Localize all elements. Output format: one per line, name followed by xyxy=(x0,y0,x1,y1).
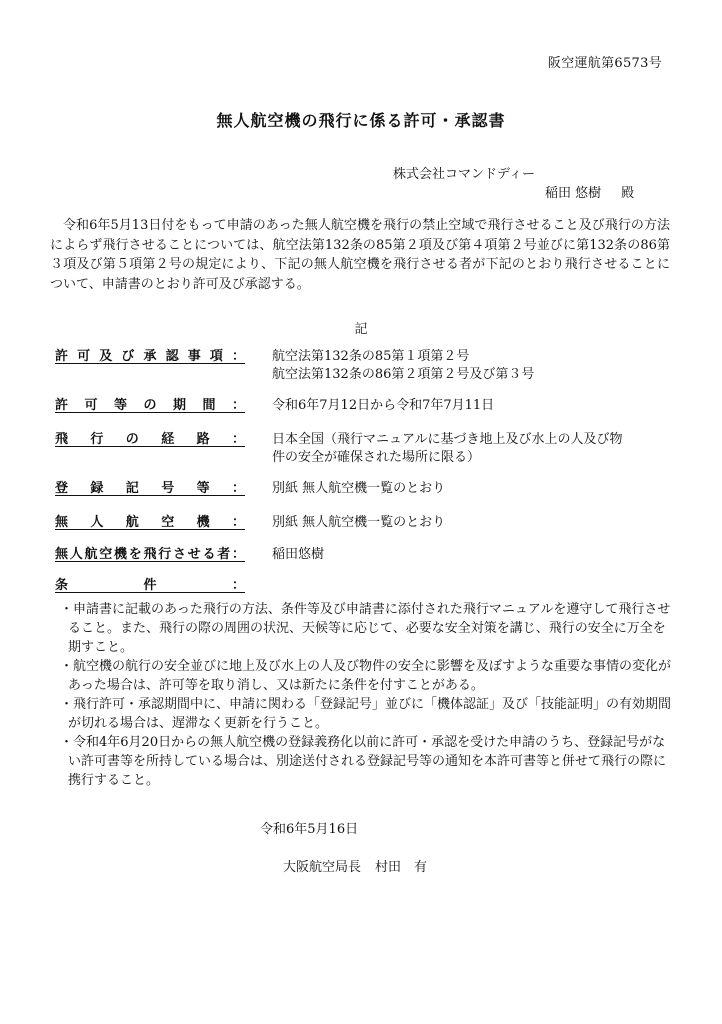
issuer xyxy=(283,856,427,875)
item-label: 登録記号等： xyxy=(55,481,245,496)
item-label: 許可等の期間： xyxy=(55,398,245,413)
document-number: 阪空運航第6573号 xyxy=(547,56,662,71)
body-paragraph: 令和6年5月13日付をもって申請のあった無人航空機を飛行の禁止空域で飛行させること及び飛行の方法によらず飛行させることについては、航空法第132条の85第２項及び第４項第２号並びに第132条の86第３項及び第５項第２号の規定により、下記の無人航空機を飛行させる者が下記のとおり飛行させることについて、申請書のとおり許可及び承認する。 xyxy=(50,218,670,292)
item-value-line: 日本全国（飛行マニュアルに基づき地上及び水上の人及び物 xyxy=(272,432,623,447)
conditions-list xyxy=(60,600,672,790)
item-label: 飛行の経路： xyxy=(55,432,245,447)
recipient-name: 稲田 悠樹 xyxy=(545,186,602,201)
recipient-company: 株式会社コマンドディー xyxy=(393,167,535,182)
item-value xyxy=(272,480,672,498)
item-value xyxy=(272,546,672,564)
item-value xyxy=(272,348,672,384)
condition-item: ・令和4年6月20日からの無人航空機の登録義務化以前に許可・承認を受けた申請のうち、登録記号がない許可書等を所持している場合は、別途送付される登録記号等の通知を本許可書等と併せて飛行の際に携行すること。 xyxy=(60,735,667,788)
ki-heading: 記 xyxy=(354,322,368,337)
issuer-title: 大阪航空局長 xyxy=(283,860,362,875)
item-label: 条件： xyxy=(55,578,245,593)
item-value-line: 航空法第132条の86第２項第２号及び第３号 xyxy=(272,367,535,382)
item-value xyxy=(272,431,672,467)
item-value-line: 航空法第132条の85第１項第２号 xyxy=(272,349,470,364)
item-label: 無人航空機を飛行させる者： xyxy=(55,547,245,562)
item-value-line: 別紙 無人航空機一覧のとおり xyxy=(272,481,446,496)
condition-item: ・航空機の航行の安全並びに地上及び水上の人及び物件の安全に影響を及ぼすような重要な事情の変化があった場合は、許可等を取り消し、又は新たに条件を付すことがある。 xyxy=(60,659,672,693)
item-value-line: 令和6年7月12日から令和7年7月11日 xyxy=(272,398,495,413)
item-label: 許可及び承認事項： xyxy=(55,349,245,364)
condition-item: ・飛行許可・承認期間中に、申請に関わる「登録記号」並びに「機体認証」及び「技能証明」の有効期間が切れる場合は、遅滞なく更新を行うこと。 xyxy=(60,697,672,731)
condition-item: ・申請書に記載のあった飛行の方法、条件等及び申請書に添付された飛行マニュアルを遵守して飛行させること。また、飛行の際の周囲の状況、天候等に応じて、必要な安全対策を講じ、飛行の安全に万全を期すこと。 xyxy=(60,602,671,655)
item-value-line: 稲田悠樹 xyxy=(272,547,325,562)
item-value-line: 別紙 無人航空機一覧のとおり xyxy=(272,515,446,530)
issuer-name: 村田 有 xyxy=(375,860,428,875)
recipient-honorific: 殿 xyxy=(621,186,635,201)
item-value xyxy=(272,514,672,532)
item-value xyxy=(272,397,672,415)
item-value-line: 件の安全が確保された場所に限る） xyxy=(272,450,481,465)
item-label: 無人航空機： xyxy=(55,515,245,530)
document-title: 無人航空機の飛行に係る許可・承認書 xyxy=(216,111,506,130)
issue-date: 令和6年5月16日 xyxy=(260,822,359,837)
recipient-line xyxy=(545,182,634,201)
